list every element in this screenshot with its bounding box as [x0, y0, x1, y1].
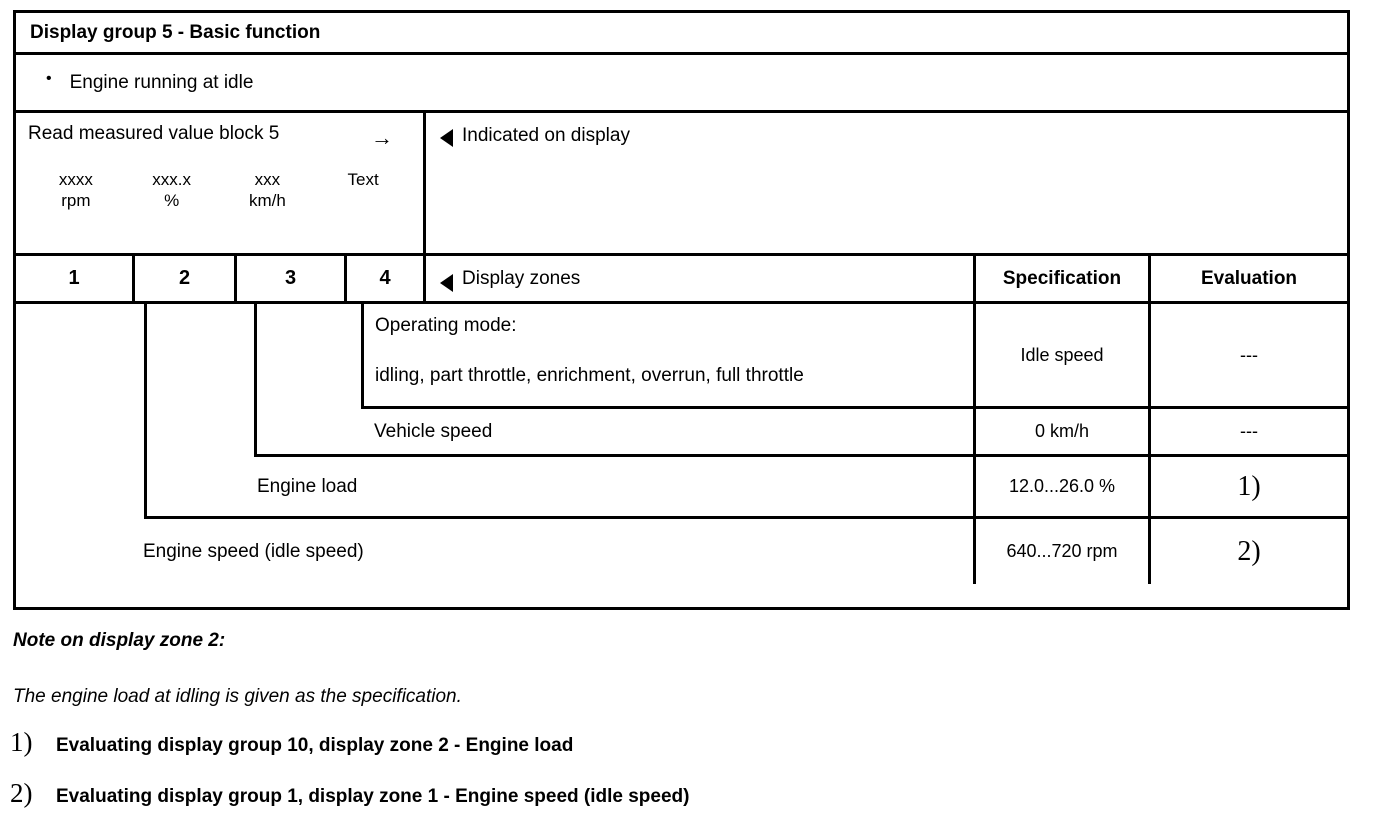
engine-load-spec: 12.0...26.0 % [976, 457, 1151, 516]
unit-cell-3 [220, 169, 316, 212]
table-header-row [426, 256, 1347, 304]
unit-name-2: % [164, 191, 180, 211]
bullet-icon: • [46, 69, 52, 87]
footnote-2-text: Evaluating display group 1, display zone 1 - Engine speed (idle speed) [56, 786, 690, 807]
operating-mode-label [361, 304, 976, 406]
zone-number-4: 4 [347, 256, 426, 301]
indicated-on-display-label: Indicated on display [462, 125, 630, 146]
note-title: Note on display zone 2: [13, 630, 226, 651]
table-row [254, 409, 1347, 457]
display-zones-header [426, 256, 976, 301]
footnote-2 [10, 778, 689, 809]
table-row [16, 519, 1347, 584]
engine-speed-spec: 640...720 rpm [976, 519, 1151, 584]
operating-mode-title: Operating mode: [375, 315, 517, 336]
engine-speed-eval: 2) [1237, 535, 1261, 567]
condition-row [16, 55, 1347, 113]
operating-mode-values: idling, part throttle, enrichment, overrun, full throttle [375, 364, 804, 386]
unit-name-1: rpm [61, 191, 91, 211]
operating-mode-spec: Idle speed [976, 304, 1151, 406]
table-row [361, 304, 1347, 409]
footnote-1-text: Evaluating display group 10, display zone 2 - Engine load [56, 735, 574, 756]
display-zones-header-text: Display zones [462, 267, 581, 289]
zone-number-3: 3 [237, 256, 347, 301]
unit-value-1: xxxx [58, 170, 93, 189]
zone-number-row [16, 256, 426, 304]
unit-value-2: xxx.x [152, 170, 191, 189]
condition-text: Engine running at idle [69, 71, 254, 93]
vehicle-speed-label: Vehicle speed [254, 409, 976, 454]
engine-speed-label: Engine speed (idle speed) [16, 519, 976, 584]
units-row [28, 169, 411, 212]
zone-number-2: 2 [135, 256, 237, 301]
unit-value-3: xxx [254, 170, 281, 189]
zone-number-1: 1 [16, 256, 135, 301]
right-arrow-icon: → [371, 125, 393, 150]
indicated-on-display-cell [426, 113, 1347, 256]
group-title-text: Display group 5 - Basic function [30, 21, 321, 43]
left-triangle-icon [440, 129, 453, 147]
unit-cell-1 [28, 169, 124, 212]
footnote-1-marker: 1) [10, 727, 33, 757]
specification-header: Specification [976, 256, 1151, 301]
footnote-1 [10, 727, 573, 758]
left-triangle-icon [440, 274, 453, 292]
footnote-2-marker: 2) [10, 778, 33, 808]
operating-mode-eval: --- [1240, 344, 1258, 365]
unit-cell-4 [315, 169, 411, 212]
unit-value-4: Text [347, 170, 379, 189]
table-row [144, 457, 1347, 519]
connector-line-zone4 [361, 304, 364, 409]
vehicle-speed-spec: 0 km/h [976, 409, 1151, 454]
read-block-label: Read measured value block 5 [28, 123, 280, 144]
note-body: The engine load at idling is given as the specification. [13, 686, 462, 707]
engine-load-eval: 1) [1237, 470, 1261, 502]
vehicle-speed-eval: --- [1240, 421, 1258, 441]
read-measured-value-block [16, 113, 426, 256]
unit-cell-2 [124, 169, 220, 212]
display-group-table [13, 10, 1350, 610]
group-title-row [16, 13, 1347, 55]
connector-line-zone2 [144, 304, 147, 519]
unit-name-3: km/h [248, 191, 286, 211]
engine-load-label: Engine load [144, 457, 976, 516]
evaluation-header: Evaluation [1200, 267, 1298, 289]
connector-line-zone3 [254, 304, 257, 457]
